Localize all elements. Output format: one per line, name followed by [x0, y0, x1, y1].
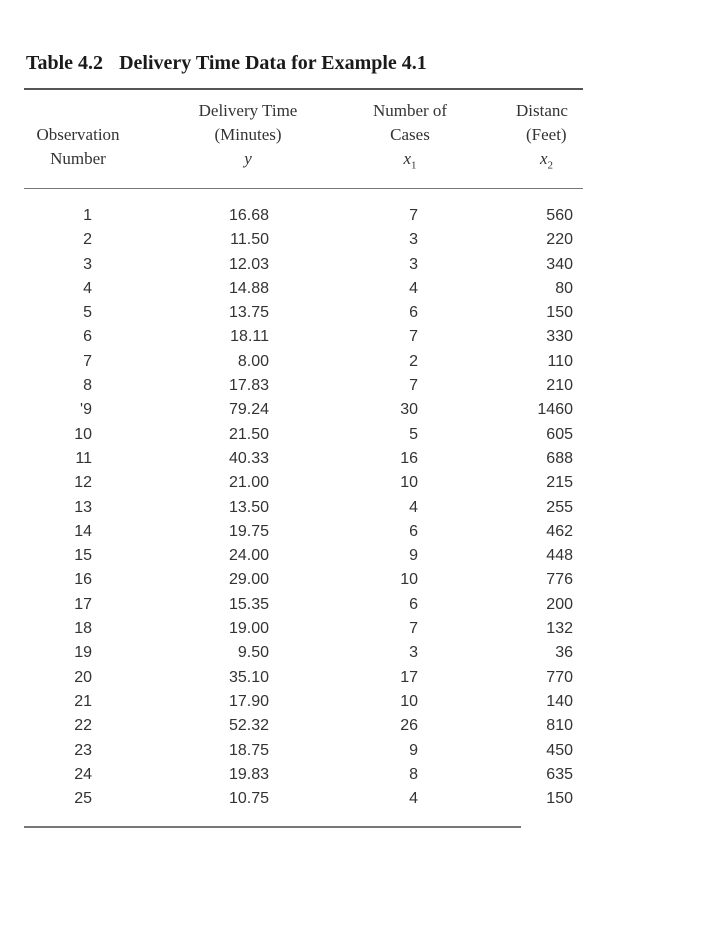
cell-obs: 24: [74, 765, 92, 783]
cell-x2: 1460: [537, 401, 573, 419]
header-cases-symbol: [350, 147, 470, 177]
cell-x1: 10: [400, 571, 418, 589]
cell-x1: 8: [409, 765, 418, 783]
table-caption: [26, 52, 427, 75]
cell-x1: 10: [400, 474, 418, 492]
cell-obs: '9: [80, 401, 92, 419]
header-distance: [508, 99, 588, 177]
cell-x2: 560: [546, 207, 573, 224]
cell-y: 10.75: [228, 790, 269, 808]
cell-x2: 255: [546, 498, 573, 516]
cell-obs: 7: [83, 352, 92, 370]
cell-x1: 9: [409, 741, 418, 759]
header-number-of-cases: [350, 99, 470, 177]
cell-x1: 4: [409, 790, 418, 808]
header-cases-symbol-x: x: [403, 149, 412, 168]
cell-obs: 23: [74, 741, 92, 759]
cell-x1: 17: [400, 668, 418, 686]
cell-y: 13.75: [228, 304, 269, 322]
cell-y: 29.00: [228, 571, 269, 589]
cell-x1: 30: [400, 401, 418, 419]
cell-obs: 11: [75, 449, 92, 467]
column-distance: [520, 204, 573, 811]
cell-x2: 150: [546, 304, 573, 322]
cell-obs: 5: [83, 304, 92, 322]
column-cases: [380, 204, 418, 811]
cell-obs: 3: [83, 255, 92, 273]
cell-obs: 18: [74, 620, 92, 638]
cell-y: 9.50: [237, 644, 269, 662]
cell-x1: 7: [409, 620, 418, 638]
cell-x1: 3: [409, 231, 418, 249]
cell-y: 12.03: [228, 255, 269, 273]
cell-x1: 7: [409, 328, 418, 346]
header-delivery-line2: (Minutes): [214, 125, 282, 144]
table-title: Delivery Time Data for Example 4.1: [119, 52, 427, 74]
table-number: Table 4.2: [26, 52, 104, 74]
cell-obs: 25: [74, 790, 92, 808]
cell-x1: 2: [409, 352, 418, 370]
column-observation: [40, 204, 92, 811]
cell-x1: 6: [409, 595, 418, 613]
cell-x2: 80: [555, 279, 573, 297]
cell-x2: 220: [546, 231, 573, 249]
cell-x2: 210: [546, 377, 573, 395]
cell-obs: 8: [83, 377, 92, 395]
header-distance-symbol-sub: 2: [547, 159, 554, 172]
cell-x1: 7: [409, 377, 418, 395]
cell-x2: 462: [546, 522, 573, 540]
cell-obs: 1: [83, 207, 92, 224]
cell-obs: 14: [74, 522, 92, 540]
cell-x1: 5: [409, 425, 418, 443]
cell-x1: 3: [409, 255, 418, 273]
cell-obs: 17: [74, 595, 92, 613]
cell-y: 19.75: [228, 522, 269, 540]
cell-obs: 13: [74, 498, 92, 516]
header-cases-line2: Cases: [390, 125, 430, 144]
cell-y: 79.24: [228, 401, 269, 419]
cell-x2: 776: [546, 571, 573, 589]
header-observation-line2: Number: [50, 149, 106, 168]
cell-x2: 215: [546, 474, 573, 492]
cell-y: 8.00: [237, 352, 269, 370]
cell-x2: 635: [546, 765, 573, 783]
cell-y: 15.35: [228, 595, 269, 613]
cell-y: 18.75: [228, 741, 269, 759]
cell-y: 35.10: [228, 668, 269, 686]
cell-y: 16.68: [228, 207, 269, 224]
cell-x1: 7: [409, 207, 418, 224]
cell-x2: 200: [546, 595, 573, 613]
cell-x2: 340: [546, 255, 573, 273]
header-distance-symbol: [508, 147, 588, 177]
cell-x1: 10: [400, 692, 418, 710]
header-rule: [24, 188, 583, 189]
cell-y: 21.50: [228, 425, 269, 443]
cell-y: 17.90: [228, 692, 269, 710]
cell-x1: 4: [409, 279, 418, 297]
header-distance-symbol-x: x: [540, 149, 548, 168]
cell-x2: 150: [546, 790, 573, 808]
header-delivery-line1: Delivery Time: [198, 101, 298, 120]
cell-y: 19.83: [228, 765, 269, 783]
cell-y: 11.50: [230, 231, 269, 249]
cell-x1: 26: [400, 717, 418, 735]
cell-obs: 16: [74, 571, 92, 589]
cell-obs: 10: [74, 425, 92, 443]
header-distance-line1: Distanc: [516, 101, 568, 120]
header-distance-line2: (Feet): [526, 125, 567, 144]
cell-x2: 688: [546, 449, 573, 467]
cell-obs: 20: [74, 668, 92, 686]
cell-x2: 330: [546, 328, 573, 346]
cell-y: 14.88: [228, 279, 269, 297]
cell-obs: 19: [74, 644, 92, 662]
cell-x2: 770: [546, 668, 573, 686]
cell-y: 18.11: [230, 328, 269, 346]
header-delivery-time: [180, 99, 316, 171]
cell-y: 40.33: [228, 449, 269, 467]
cell-x1: 4: [409, 498, 418, 516]
column-delivery-time: [206, 204, 269, 811]
cell-y: 21.00: [228, 474, 269, 492]
cell-x2: 450: [546, 741, 573, 759]
cell-y: 17.83: [228, 377, 269, 395]
cell-obs: 22: [74, 717, 92, 735]
header-observation: [26, 123, 130, 171]
cell-x1: 16: [400, 449, 418, 467]
cell-x2: 132: [546, 620, 573, 638]
cell-y: 24.00: [228, 547, 269, 565]
cell-obs: 4: [83, 279, 92, 297]
header-cases-symbol-sub: 1: [411, 159, 417, 172]
cell-x1: 9: [409, 547, 418, 565]
cell-x1: 6: [409, 522, 418, 540]
cell-x2: 448: [546, 547, 573, 565]
cell-y: 52.32: [228, 717, 269, 735]
cell-y: 19.00: [228, 620, 269, 638]
cell-obs: 21: [74, 692, 92, 710]
cell-x2: 36: [555, 644, 573, 662]
cell-x2: 140: [546, 692, 573, 710]
bottom-rule: [24, 826, 521, 828]
cell-x1: 3: [409, 644, 418, 662]
header-delivery-symbol: y: [244, 149, 252, 168]
top-rule: [24, 88, 583, 90]
cell-obs: 15: [74, 547, 92, 565]
header-cases-line1: Number of: [372, 101, 448, 120]
header-observation-line1: Observation: [36, 125, 120, 144]
cell-x2: 110: [547, 352, 573, 370]
cell-obs: 12: [74, 474, 92, 492]
cell-obs: 2: [83, 231, 92, 249]
cell-x2: 810: [546, 717, 573, 735]
cell-x2: 605: [546, 425, 573, 443]
cell-x1: 6: [409, 304, 418, 322]
cell-y: 13.50: [228, 498, 269, 516]
cell-obs: 6: [83, 328, 92, 346]
